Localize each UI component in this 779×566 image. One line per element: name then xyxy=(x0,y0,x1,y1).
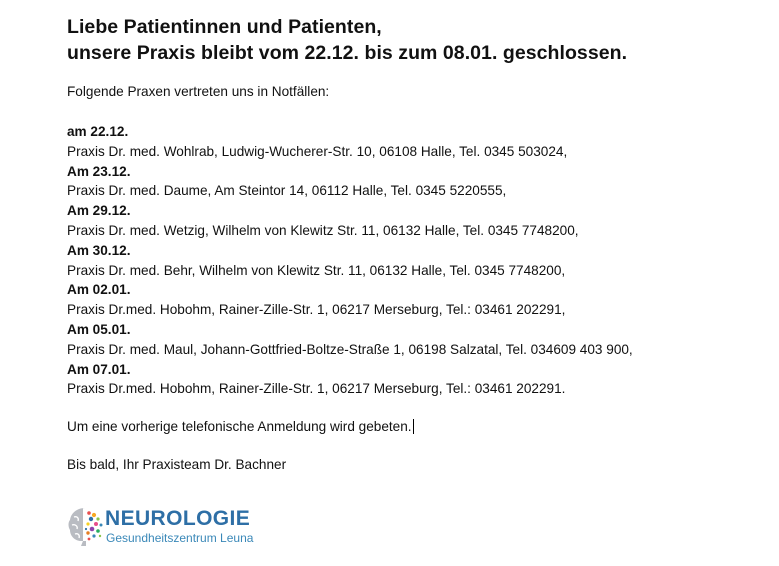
entry-details: Praxis Dr. med. Wetzig, Wilhelm von Klewitz Str. 11, 06132 Halle, Tel. 0345 7748200, xyxy=(67,222,579,238)
text-cursor xyxy=(413,419,414,434)
list-item xyxy=(67,320,767,360)
list-item xyxy=(67,201,767,241)
entry-date: Am 05.01. xyxy=(67,321,131,337)
list-item xyxy=(67,162,767,202)
brain-icon xyxy=(67,505,105,547)
headline xyxy=(67,14,767,66)
document-body xyxy=(67,14,767,475)
substitute-practice-list xyxy=(67,122,767,399)
entry-details: Praxis Dr. med. Daume, Am Steintor 14, 06112 Halle, Tel. 0345 5220555, xyxy=(67,183,507,199)
neurologie-logo xyxy=(67,505,327,549)
entry-date: Am 30.12. xyxy=(67,242,131,258)
list-item xyxy=(67,122,767,162)
list-item xyxy=(67,241,767,281)
entry-details: Praxis Dr. med. Maul, Johann-Gottfried-Boltze-Straße 1, 06198 Salzatal, Tel. 034609 403 900, xyxy=(67,341,633,357)
entry-details: Praxis Dr. med. Behr, Wilhelm von Klewitz Str. 11, 06132 Halle, Tel. 0345 7748200, xyxy=(67,262,566,278)
entry-date: Am 23.12. xyxy=(67,163,131,179)
signoff: Bis bald, Ihr Praxisteam Dr. Bachner xyxy=(67,457,287,473)
intro-text: Folgende Praxen vertreten uns in Notfällen: xyxy=(67,84,330,99)
appointment-note-text: Um eine vorherige telefonische Anmeldung wird gebeten. xyxy=(67,419,412,435)
list-item xyxy=(67,280,767,320)
appointment-note[interactable] xyxy=(67,417,767,437)
list-item xyxy=(67,360,767,400)
entry-details: Praxis Dr.med. Hobohm, Rainer-Zille-Str. 1, 06217 Merseburg, Tel.: 03461 202291, xyxy=(67,302,566,318)
headline-line-2: unsere Praxis bleibt vom 22.12. bis zum 08.01. geschlossen. xyxy=(67,42,628,64)
entry-date: am 22.12. xyxy=(67,124,129,139)
entry-date: Am 29.12. xyxy=(67,203,131,219)
logo-wordmark: NEUROLOGIE xyxy=(105,507,251,530)
entry-date: Am 07.01. xyxy=(67,361,131,377)
logo-subline: Gesundheitszentrum Leuna xyxy=(106,531,254,545)
entry-details: Praxis Dr.med. Hobohm, Rainer-Zille-Str. 1, 06217 Merseburg, Tel.: 03461 202291. xyxy=(67,381,566,397)
entry-details: Praxis Dr. med. Wohlrab, Ludwig-Wucherer-Str. 10, 06108 Halle, Tel. 0345 503024, xyxy=(67,143,568,159)
entry-date: Am 02.01. xyxy=(67,282,131,298)
headline-line-1: Liebe Patientinnen und Patienten, xyxy=(67,16,382,38)
